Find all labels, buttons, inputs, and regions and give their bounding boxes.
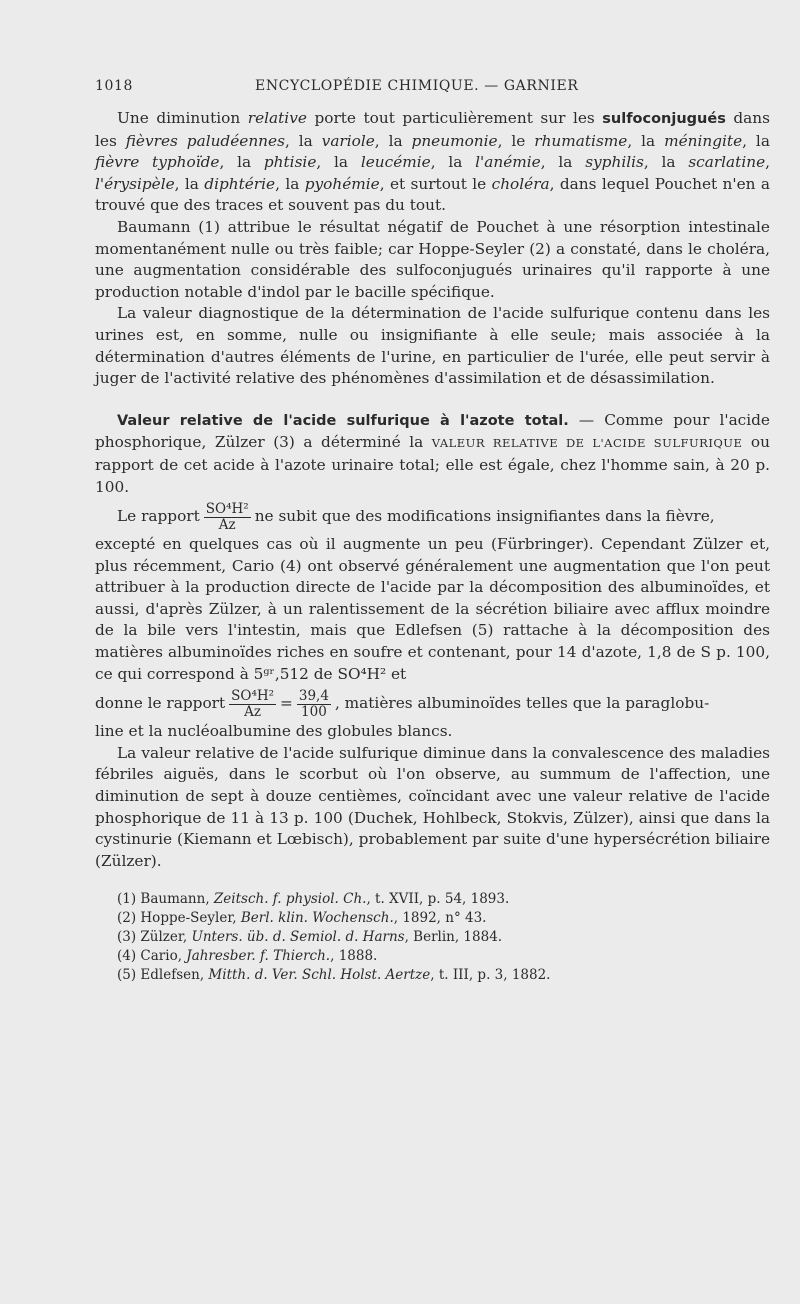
footnote-1: (1) Baumann, Zeitsch. f. physiol. Ch., t. XVII, p. 54, 1893. (117, 891, 510, 908)
page-body (95, 108, 770, 984)
emphasis-sulfoconjugues: sulfoconjugués (602, 111, 726, 127)
fraction-ratio: $\frac{\text{SO⁴H²}}{Az}$ (231, 687, 275, 720)
fraction-so4h2-az: $\frac{\text{SO⁴H²}}{Az}$ (205, 500, 249, 533)
footnotes (95, 890, 770, 984)
paragraph-1: Une diminution relative porte tout particulièrement sur les sulfoconjugués dans les fièvres paludéennes, la variole, la pneumonie, le rhumatisme, la méningite, la fièvre typhoïde, la phtisie, la leucémie, la l'anémie, la syphilis, la scarlatine, l'érysipèle, la diphtérie, la pyohémie, et surtout le choléra, dans lequel Pouchet n'en a trouvé que des traces et souvent pas du tout. (95, 109, 771, 215)
paragraph-4: Valeur relative de l'acide sulfurique à l'azote total. — Comme pour l'acide phosphorique, Zülzer (3) a déterminé la VALEUR RELATIVE DE L'ACIDE SULFURIQUE ou rapport de cet acide à l'azote urinaire total; elle est égale, chez l'homme sain, à 20 p. 100. (95, 410, 770, 496)
running-title: ENCYCLOPÉDIE CHIMIQUE. — GARNIER (255, 78, 579, 94)
section-heading: Valeur relative de l'acide sulfurique à l'azote total. (117, 412, 569, 429)
footnote-4: (4) Cario, Jahresber. f. Thierch., 1888. (117, 947, 378, 964)
paragraph-2: Baumann (1) attribue le résultat négatif de Pouchet à une résorption intestinale momentanément nulle ou très faible; car Hoppe-Seyler (2) a constaté, dans le choléra, une augmentation considérable des sulfoconjugués urinaires qu'il rapporte à une production notable d'indol par le bacille spécifique. (95, 217, 770, 301)
footnote-3: (3) Zülzer, Unters. üb. d. Semiol. d. Harns, Berlin, 1884. (117, 929, 503, 945)
paragraph-5-ratio-line: donne le rapport $\frac{\text{SO⁴H²}}{Az}$ = $\frac{39,4}{100}$ , matières albuminoïdes telles que la paraglobu- (95, 687, 710, 720)
small-caps-term: VALEUR RELATIVE DE L'ACIDE SULFURIQUE (431, 436, 743, 451)
page-header (95, 78, 773, 100)
paragraph-5-body: excepté en quelques cas où il augmente un peu (Fürbringer). Cependant Zülzer et, plus récemment, Cario (4) ont observé généralement une augmentation que l'on peut attribuer à la production directe de l'acide par la décomposition des albuminoïdes, et aussi, d'après Zülzer, à un ralentissement de la sécrétion biliaire avec afflux moindre de la bile vers l'intestin, mais que Edlefsen (5) rattache à la décomposition des matières albuminoïdes riches en soufre et contenant, pour 14 d'azote, 1,8 de S p. 100, ce qui correspond à 5ᵍʳ,512 de SO⁴H² et (95, 535, 770, 683)
footnote-5: (5) Edlefsen, Mitth. d. Ver. Schl. Holst. Aertze, t. III, p. 3, 1882. (117, 966, 551, 983)
paragraph-5-formula-line: Le rapport $\frac{\text{SO⁴H²}}{Az}$ ne subit que des modifications insignifiantes dans la fièvre, (117, 500, 715, 533)
paragraph-5-end: line et la nucléoalbumine des globules blancs. (95, 722, 453, 741)
page-number: 1018 (95, 78, 134, 94)
footnote-2: (2) Hoppe-Seyler, Berl. klin. Wochensch., 1892, n° 43. (117, 910, 487, 927)
fraction-value: $\frac{39,4}{100}$ (298, 687, 329, 720)
paragraph-3: La valeur diagnostique de la détermination de l'acide sulfurique contenu dans les urines est, en somme, nulle ou insignifiante à elle seule; mais associée à la détermination d'autres éléments de l'urine, en particulier de l'urée, elle peut servir à juger de l'activité relative des phénomènes d'assimilation et de désassimilation. (95, 304, 770, 388)
paragraph-6: La valeur relative de l'acide sulfurique diminue dans la convalescence des maladies fébriles aiguës, dans le scorbut où l'on observe, au summum de l'affection, une diminution de sept à douze centièmes, coïncidant avec une valeur relative de l'acide phosphorique de 11 à 13 p. 100 (Duchek, Hohlbeck, Stokvis, Zülzer), ainsi que dans la cystinurie (Kiemann et Lœbisch), probablement par suite d'une hypersécrétion biliaire (Zülzer). (95, 743, 770, 870)
